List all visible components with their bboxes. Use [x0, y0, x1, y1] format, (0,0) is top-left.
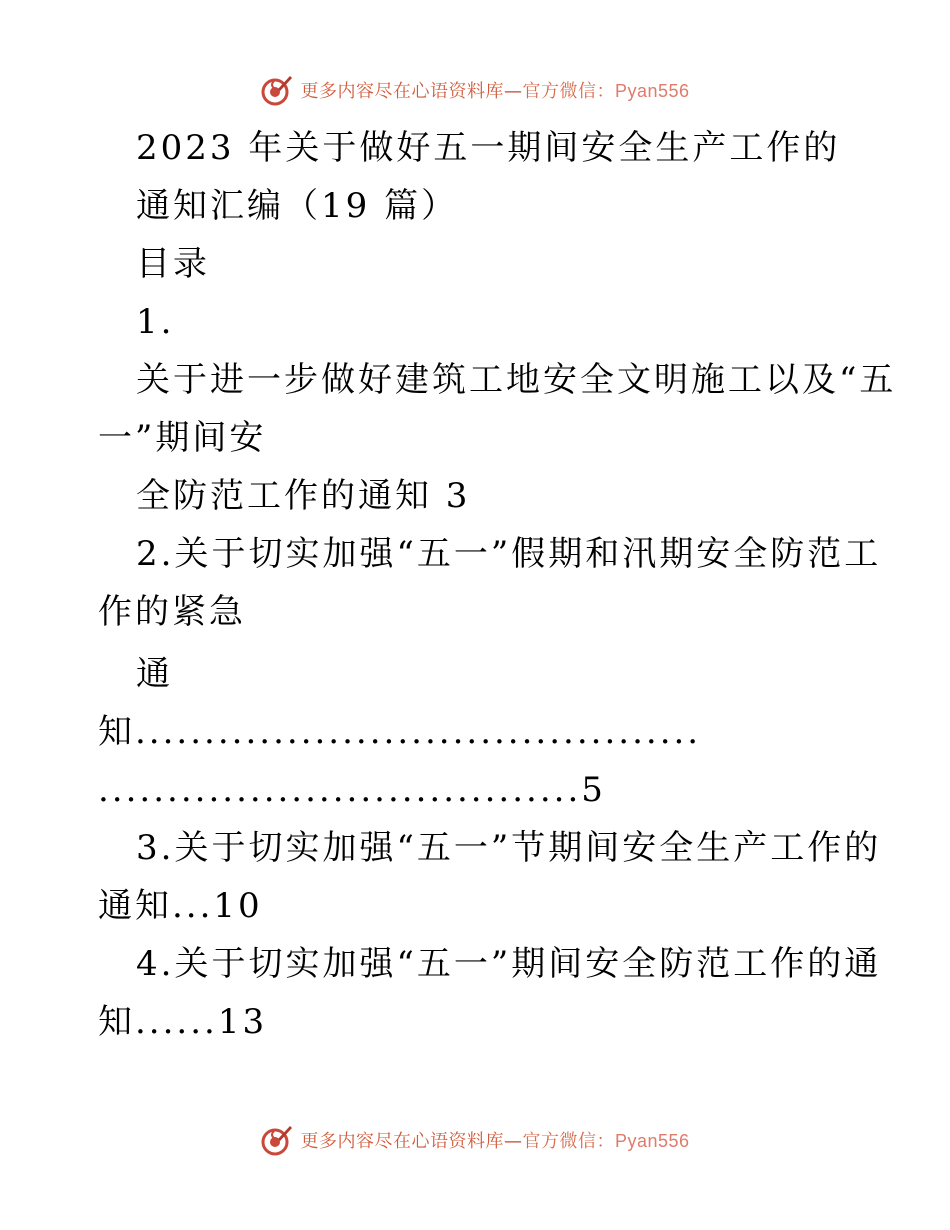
- watermark-banner-bottom: [0, 1122, 950, 1158]
- toc-entry-2-line-1: 2.关于切实加强“五一”假期和汛期安全防范工: [136, 534, 882, 574]
- toc-entry-3-line-2: 通知...10: [98, 886, 263, 926]
- watermark-site: 更多内容尽在心语资料库: [300, 81, 504, 102]
- watermark-site: 更多内容尽在心语资料库: [300, 1131, 504, 1152]
- toc-entry-1-line-3: 一”期间安: [98, 418, 267, 458]
- doc-title-line-2: 通知汇编（19 篇）: [136, 186, 459, 226]
- watermark-text: [300, 77, 689, 103]
- toc-entry-4-line-2: 知......13: [98, 1002, 268, 1042]
- watermark-separator: —: [503, 1131, 523, 1152]
- watermark-account: Pyan556: [614, 81, 690, 101]
- watermark-wechat-label: 官方微信：: [522, 1131, 615, 1152]
- watermark-text: [300, 1127, 689, 1153]
- toc-entry-2-line-3: 通: [136, 654, 173, 694]
- watermark-banner-top: [0, 72, 950, 108]
- toc-entry-2-line-4: 知.........................................: [98, 712, 702, 752]
- doc-title-line-1: 2023 年关于做好五一期间安全生产工作的: [136, 128, 841, 168]
- pen-logo-icon: [260, 1123, 294, 1157]
- toc-entry-4-line-1: 4.关于切实加强“五一”期间安全防范工作的通: [136, 944, 882, 984]
- toc-entry-3-line-1: 3.关于切实加强“五一”节期间安全生产工作的: [136, 828, 882, 868]
- toc-heading: 目录: [136, 244, 210, 284]
- toc-entry-2-line-5: ...................................5: [98, 770, 606, 810]
- toc-entry-1-line-4: 全防范工作的通知 3: [136, 476, 471, 516]
- watermark-separator: —: [503, 81, 523, 102]
- watermark-wechat-label: 官方微信：: [522, 81, 615, 102]
- toc-entry-2-line-2: 作的紧急: [98, 592, 246, 632]
- toc-entry-1-line-2: 关于进一步做好建筑工地安全文明施工以及“五: [136, 360, 897, 400]
- pen-logo-icon: [260, 73, 294, 107]
- toc-entry-1-number: 1.: [136, 302, 175, 342]
- watermark-account: Pyan556: [614, 1131, 690, 1151]
